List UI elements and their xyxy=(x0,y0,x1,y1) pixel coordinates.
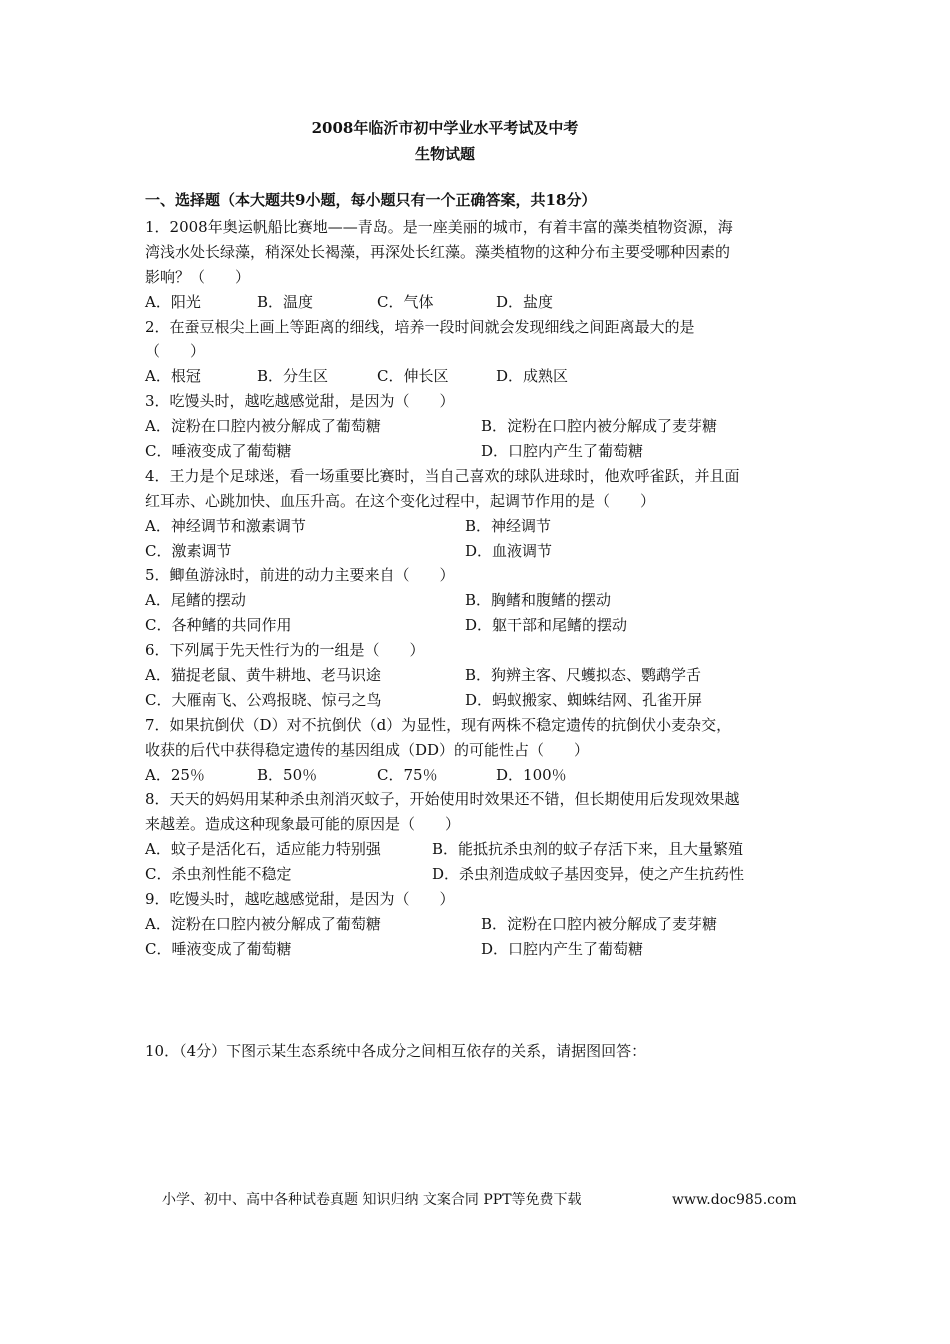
option-row xyxy=(145,439,810,464)
answer-option: C．激素调节 xyxy=(145,541,232,560)
answer-option: C．伸长区 xyxy=(377,367,449,386)
answer-option: B．分生区 xyxy=(257,367,329,386)
answer-option: D．躯干部和尾鳍的摆动 xyxy=(465,616,628,635)
question-stem-line: 4．王力是个足球迷，看一场重要比赛时，当自己喜欢的球队进球时，他欢呼雀跃，并且面 xyxy=(145,466,740,485)
answer-option: B．50％ xyxy=(257,765,318,784)
answer-option: A．尾鳍的摆动 xyxy=(145,591,246,610)
answer-option: C．各种鳍的共同作用 xyxy=(145,616,292,635)
answer-option: C．75％ xyxy=(377,765,438,784)
answer-option: B．胸鳍和腹鳍的摆动 xyxy=(465,591,612,610)
answer-option: B．狗辨主客、尺蠖拟态、鹦鹉学舌 xyxy=(465,666,702,685)
answer-option: C．大雁南飞、公鸡报晓、惊弓之鸟 xyxy=(145,690,382,709)
answer-option: A．淀粉在口腔内被分解成了葡萄糖 xyxy=(145,914,381,933)
answer-option: D．口腔内产生了葡萄糖 xyxy=(481,939,644,958)
footer-text: 小学、初中、高中各种试卷真题 知识归纳 文案合同 PPT等免费下载 xyxy=(162,1192,582,1208)
option-row xyxy=(145,663,810,688)
footer-url: www.doc985.com xyxy=(672,1192,797,1208)
answer-option: C．唾液变成了葡萄糖 xyxy=(145,442,292,461)
answer-option: B．能抵抗杀虫剂的蚊子存活下来，且大量繁殖 xyxy=(432,840,744,859)
answer-option: D．口腔内产生了葡萄糖 xyxy=(481,442,644,461)
question-stem-line: 影响？（ ） xyxy=(145,267,251,286)
answer-option: A．蚊子是活化石，适应能力特别强 xyxy=(145,840,381,859)
question-stem-line: 来越差。造成这种现象最可能的原因是（ ） xyxy=(145,815,461,834)
question-stem-line: 7．如果抗倒伏（D）对不抗倒伏（d）为显性，现有两株不稳定遗传的抗倒伏小麦杂交， xyxy=(145,715,732,734)
option-row xyxy=(145,290,810,315)
option-row xyxy=(145,364,810,389)
answer-option: C．杀虫剂性能不稳定 xyxy=(145,865,292,884)
answer-option: A．猫捉老鼠、黄牛耕地、老马识途 xyxy=(145,666,381,685)
option-row xyxy=(145,539,810,564)
question-list xyxy=(145,215,810,962)
question-5 xyxy=(145,563,810,638)
question-4 xyxy=(145,464,810,564)
answer-option: A．阳光 xyxy=(145,292,201,311)
answer-option: D．血液调节 xyxy=(465,541,553,560)
question-stem-line: 6．下列属于先天性行为的一组是（ ） xyxy=(145,641,425,660)
question-stem-line: 湾浅水处长绿藻，稍深处长褐藻，再深处长红藻。藻类植物的这种分布主要受哪种因素的 xyxy=(145,242,731,261)
question-stem-line: 收获的后代中获得稳定遗传的基因组成（DD）的可能性占（ ） xyxy=(145,740,590,759)
answer-option: C．气体 xyxy=(377,292,434,311)
question-8 xyxy=(145,787,810,887)
answer-option: A．淀粉在口腔内被分解成了葡萄糖 xyxy=(145,417,381,436)
answer-option: A．神经调节和激素调节 xyxy=(145,516,306,535)
question-6 xyxy=(145,638,810,713)
option-row xyxy=(145,763,810,788)
option-row xyxy=(145,688,810,713)
question-2 xyxy=(145,315,810,390)
option-row xyxy=(145,912,810,937)
exam-title: 2008年临沂市初中学业水平考试及中考 xyxy=(311,119,579,137)
question-stem-line: 3．吃馒头时，越吃越感觉甜，是因为（ ） xyxy=(145,392,455,411)
answer-option: B．淀粉在口腔内被分解成了麦芽糖 xyxy=(481,914,718,933)
answer-option: D．盐度 xyxy=(496,292,554,311)
answer-option: D．蚂蚁搬家、蜘蛛结网、孔雀开屏 xyxy=(465,690,703,709)
answer-option: B．淀粉在口腔内被分解成了麦芽糖 xyxy=(481,417,718,436)
question-9 xyxy=(145,887,810,962)
question-3 xyxy=(145,389,810,464)
answer-option: D．100％ xyxy=(496,765,567,784)
option-row xyxy=(145,414,810,439)
question-stem-line: 1．2008年奥运帆船比赛地——青岛。是一座美丽的城市，有着丰富的藻类植物资源，海 xyxy=(145,218,733,236)
option-row xyxy=(145,588,810,613)
option-row xyxy=(145,514,810,539)
answer-option: D．杀虫剂造成蚊子基因变异，使之产生抗药性 xyxy=(432,865,745,884)
option-row xyxy=(145,613,810,638)
answer-option: D．成熟区 xyxy=(496,367,569,386)
question-stem-line: （ ） xyxy=(145,342,206,361)
section-heading: 一、选择题（本大题共9小题，每小题只有一个正确答案，共18分） xyxy=(145,191,597,209)
question-stem-line: 2．在蚕豆根尖上画上等距离的细线，培养一段时间就会发现细线之间距离最大的是 xyxy=(145,317,695,336)
question-stem-line: 5．鲫鱼游泳时，前进的动力主要来自（ ） xyxy=(145,566,455,585)
answer-option: B．神经调节 xyxy=(465,516,552,535)
question-7 xyxy=(145,713,810,788)
option-row xyxy=(145,937,810,962)
answer-option: C．唾液变成了葡萄糖 xyxy=(145,939,292,958)
option-row xyxy=(145,862,810,887)
question-stem-line: 9．吃馒头时，越吃越感觉甜，是因为（ ） xyxy=(145,890,455,909)
answer-option: A．根冠 xyxy=(145,367,201,386)
answer-option: B．温度 xyxy=(257,292,314,311)
exam-subtitle: 生物试题 xyxy=(414,145,475,163)
question-stem-line: 红耳赤、心跳加快、血压升高。在这个变化过程中，起调节作用的是（ ） xyxy=(145,491,656,510)
question-1 xyxy=(145,215,810,315)
question-stem-line: 8．天天的妈妈用某种杀虫剂消灭蚊子，开始使用时效果还不错，但长期使用后发现效果越 xyxy=(145,790,740,809)
answer-option: A．25％ xyxy=(145,765,205,784)
option-row xyxy=(145,837,810,862)
question-10: 10．（4分）下图示某生态系统中各成分之间相互依存的关系，请据图回答： xyxy=(145,1042,647,1060)
